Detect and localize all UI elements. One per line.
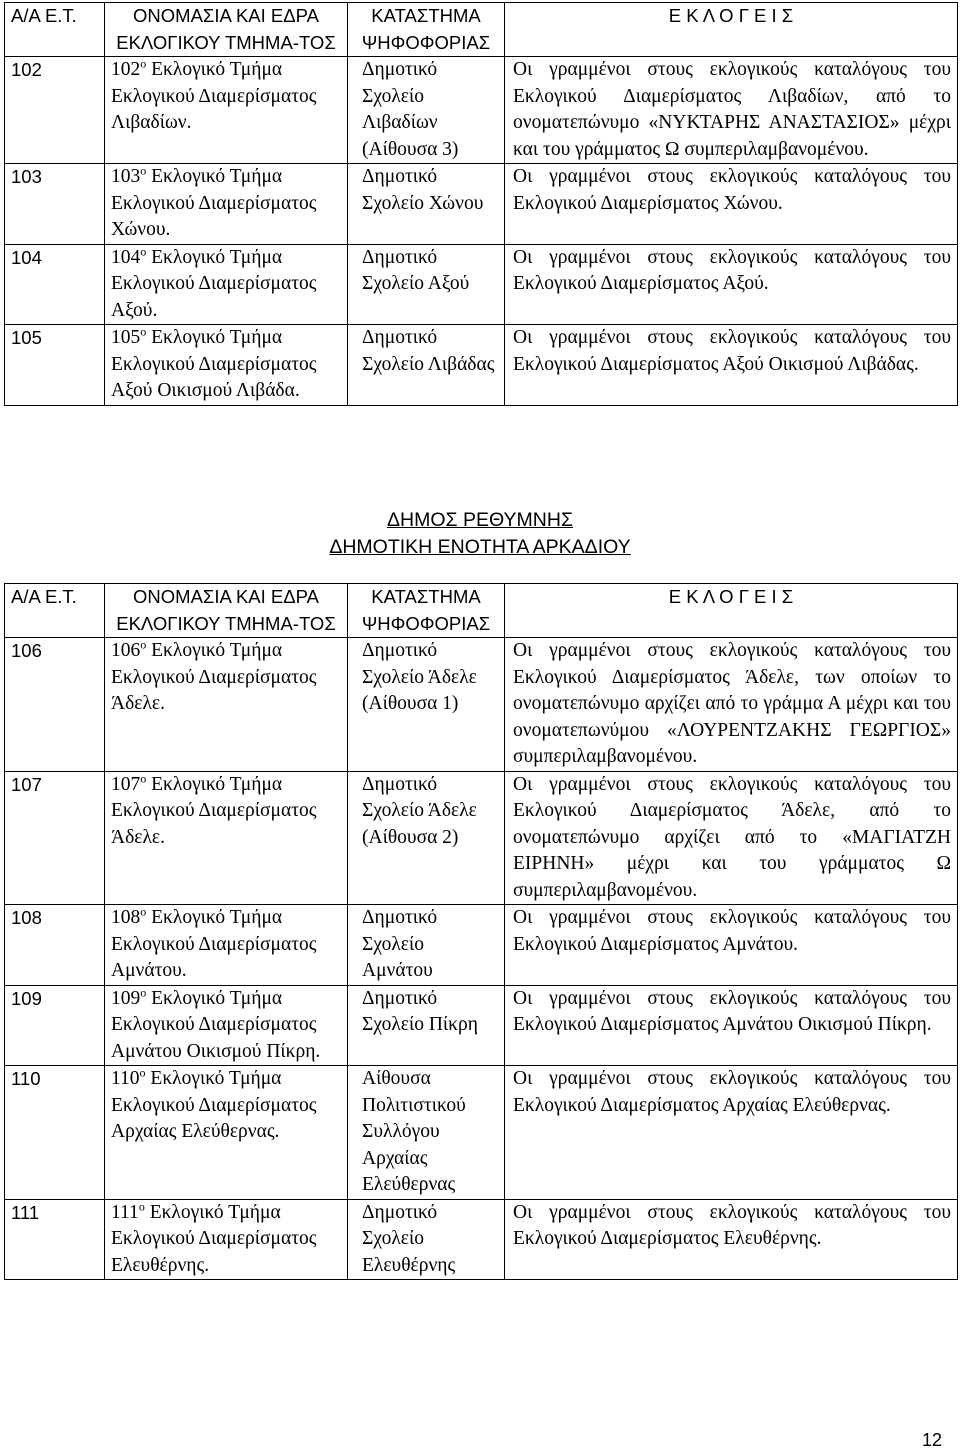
section-number: 104: [111, 246, 141, 268]
ordinal-suffix: ο: [139, 1065, 146, 1080]
row-code: 104: [5, 244, 105, 325]
row-voters-description: Οι γραμμένοι στους εκλογικούς καταλόγους του Εκλογικού Διαμερίσματος Αμνάτου.: [505, 905, 958, 986]
row-voters-description: Οι γραμμένοι στους εκλογικούς καταλόγους του Εκλογικού Διαμερίσματος Ελευθέρνης.: [505, 1199, 958, 1280]
section-number: 108: [111, 907, 141, 928]
row-polling-station: Δημοτικό Σχολείο Χώνου: [348, 164, 505, 245]
section-number: 107: [111, 773, 141, 795]
ordinal-suffix: ο: [140, 771, 147, 785]
header-voters: Ε Κ Λ Ο Γ Ε Ι Σ: [505, 584, 958, 638]
header-name: ΟΝΟΜΑΣΙΑ ΚΑΙ ΕΔΡΑ ΕΚΛΟΓΙΚΟΥ ΤΜΗΜΑ-ΤΟΣ: [105, 3, 348, 57]
row-voters-description: Οι γραμμένοι στους εκλογικούς καταλόγους του Εκλογικού Διαμερίσματος Αμνάτου Οικισμού Πίκρη.: [505, 985, 958, 1066]
row-code: 111: [5, 1199, 105, 1280]
table-row: [5, 985, 958, 1066]
row-voters-description: Οι γραμμένοι στους εκλογικούς καταλόγους του Εκλογικού Διαμερίσματος Χώνου.: [505, 164, 958, 245]
row-code: 108: [5, 905, 105, 986]
section-name-text: Εκλογικό Τμήμα Εκλογικού Διαμερίσματος Άδελε.: [111, 773, 317, 848]
municipal-unit-title: ΔΗΜΟΤΙΚΗ ΕΝΟΤΗΤΑ ΑΡΚΑΔΙΟΥ: [329, 536, 631, 558]
row-section-name: [105, 244, 348, 325]
row-polling-station: Αίθουσα Πολιτιστικού Συλλόγου Αρχαίας Ελεύθερνας: [348, 1066, 505, 1200]
polling-stations-table-2: [4, 583, 958, 1280]
row-section-name: [105, 1066, 348, 1200]
row-code: 105: [5, 325, 105, 406]
header-name: ΟΝΟΜΑΣΙΑ ΚΑΙ ΕΔΡΑ ΕΚΛΟΓΙΚΟΥ ΤΜΗΜΑ-ΤΟΣ: [105, 584, 348, 638]
section-name-text: Εκλογικό Τμήμα Εκλογικού Διαμερίσματος Χώνου.: [111, 166, 317, 240]
row-polling-station: Δημοτικό Σχολείο Ελευθέρνης: [348, 1199, 505, 1280]
section-name-text: Εκλογικό Τμήμα Εκλογικού Διαμερίσματος Λιβαδίων.: [111, 59, 317, 133]
row-section-name: [105, 638, 348, 772]
section-name-text: Εκλογικό Τμήμα Εκλογικού Διαμερίσματος Αρχαίας Ελεύθερνας.: [111, 1068, 317, 1142]
ordinal-suffix: ο: [140, 244, 147, 258]
municipality-title: ΔΗΜΟΣ ΡΕΘΥΜΝΗΣ: [386, 509, 573, 531]
row-section-name: [105, 164, 348, 245]
header-station: ΚΑΤΑΣΤΗΜΑ ΨΗΦΟΦΟΡΙΑΣ: [348, 584, 505, 638]
section-number: 106: [111, 640, 141, 661]
row-voters-description: Οι γραμμένοι στους εκλογικούς καταλόγους του Εκλογικού Διαμερίσματος Άδελε, από το ονοματεπώνυμο αρχίζει από το «ΜΑΓΙΑΤΖΗ ΕΙΡΗΝΗ» μέχρι και του γράμματος Ω συμπεριλαμβανομένου.: [505, 771, 958, 905]
row-polling-station: Δημοτικό Σχολείο Λιβαδίων (Αίθουσα 3): [348, 57, 505, 164]
section-number: 110: [111, 1068, 140, 1089]
row-section-name: [105, 771, 348, 905]
table-header-row: [5, 584, 958, 638]
page-number: 12: [921, 1430, 942, 1450]
table-row: [5, 325, 958, 406]
row-code: 110: [5, 1066, 105, 1200]
table-row: [5, 57, 958, 164]
row-code: 103: [5, 164, 105, 245]
header-code: Α/Α Ε.Τ.: [5, 584, 105, 638]
section-number: 103: [111, 166, 141, 187]
table-row: [5, 638, 958, 772]
ordinal-suffix: ο: [140, 904, 147, 919]
ordinal-suffix: ο: [140, 324, 147, 339]
section-name-text: Εκλογικό Τμήμα Εκλογικού Διαμερίσματος Αμνάτου.: [111, 907, 317, 981]
table-header-row: [5, 3, 958, 57]
ordinal-suffix: ο: [140, 985, 147, 999]
row-voters-description: Οι γραμμένοι στους εκλογικούς καταλόγους του Εκλογικού Διαμερίσματος Αρχαίας Ελεύθερνας.: [505, 1066, 958, 1200]
table-row: [5, 905, 958, 986]
section-name-text: Εκλογικό Τμήμα Εκλογικού Διαμερίσματος Άδελε.: [111, 640, 317, 714]
row-voters-description: Οι γραμμένοι στους εκλογικούς καταλόγους του Εκλογικού Διαμερίσματος Άδελε, των οποίων το ονοματεπώνυμο αρχίζει από το γράμμα Α μέχρι και του ονοματεπωνύμου «ΛΟΥΡΕΝΤΖΑΚΗΣ ΓΕΩΡΓΙΟΣ» συμπεριλαμβανομένου.: [505, 638, 958, 772]
row-voters-description: Οι γραμμένοι στους εκλογικούς καταλόγους του Εκλογικού Διαμερίσματος Αξού Οικισμού Λιβάδας.: [505, 325, 958, 406]
row-voters-description: Οι γραμμένοι στους εκλογικούς καταλόγους του Εκλογικού Διαμερίσματος Λιβαδίων, από το ονοματεπώνυμο «ΝΥΚΤΑΡΗΣ ΑΝΑΣΤΑΣΙΟΣ» μέχρι και του γράμματος Ω συμπεριλαμβανομένου.: [505, 57, 958, 164]
row-polling-station: Δημοτικό Σχολείο Άδελε (Αίθουσα 1): [348, 638, 505, 772]
table-row: [5, 1066, 958, 1200]
table-row: [5, 244, 958, 325]
section-name-text: Εκλογικό Τμήμα Εκλογικού Διαμερίσματος Αμνάτου Οικισμού Πίκρη.: [111, 987, 321, 1062]
row-voters-description: Οι γραμμένοι στους εκλογικούς καταλόγους του Εκλογικού Διαμερίσματος Αξού.: [505, 244, 958, 325]
header-voters: Ε Κ Λ Ο Γ Ε Ι Σ: [505, 3, 958, 57]
section-name-text: Εκλογικό Τμήμα Εκλογικού Διαμερίσματος Αξού Οικισμού Λιβάδα.: [111, 327, 317, 401]
section-number: 111: [111, 1201, 139, 1223]
row-code: 102: [5, 57, 105, 164]
section-name-text: Εκλογικό Τμήμα Εκλογικού Διαμερίσματος Ελευθέρνης.: [111, 1201, 317, 1276]
row-polling-station: Δημοτικό Σχολείο Αμνάτου: [348, 905, 505, 986]
row-section-name: [105, 57, 348, 164]
row-code: 107: [5, 771, 105, 905]
row-polling-station: Δημοτικό Σχολείο Αξού: [348, 244, 505, 325]
polling-stations-table-1: [4, 2, 958, 406]
ordinal-suffix: ο: [140, 56, 147, 71]
table-row: [5, 164, 958, 245]
row-code: 109: [5, 985, 105, 1066]
table-row: [5, 771, 958, 905]
table-row: [5, 1199, 958, 1280]
row-section-name: [105, 905, 348, 986]
row-section-name: [105, 1199, 348, 1280]
row-polling-station: Δημοτικό Σχολείο Λιβάδας: [348, 325, 505, 406]
section-number: 102: [111, 59, 141, 80]
row-section-name: [105, 325, 348, 406]
header-station: ΚΑΤΑΣΤΗΜΑ ΨΗΦΟΦΟΡΙΑΣ: [348, 3, 505, 57]
row-code: 106: [5, 638, 105, 772]
ordinal-suffix: ο: [140, 163, 147, 178]
section-number: 105: [111, 327, 141, 348]
row-section-name: [105, 985, 348, 1066]
section-name-text: Εκλογικό Τμήμα Εκλογικού Διαμερίσματος Αξού.: [111, 246, 317, 321]
row-polling-station: Δημοτικό Σχολείο Άδελε (Αίθουσα 2): [348, 771, 505, 905]
ordinal-suffix: ο: [140, 637, 147, 652]
header-code: Α/Α Ε.Τ.: [5, 3, 105, 57]
ordinal-suffix: ο: [138, 1199, 145, 1213]
row-polling-station: Δημοτικό Σχολείο Πίκρη: [348, 985, 505, 1066]
section-number: 109: [111, 987, 141, 1009]
